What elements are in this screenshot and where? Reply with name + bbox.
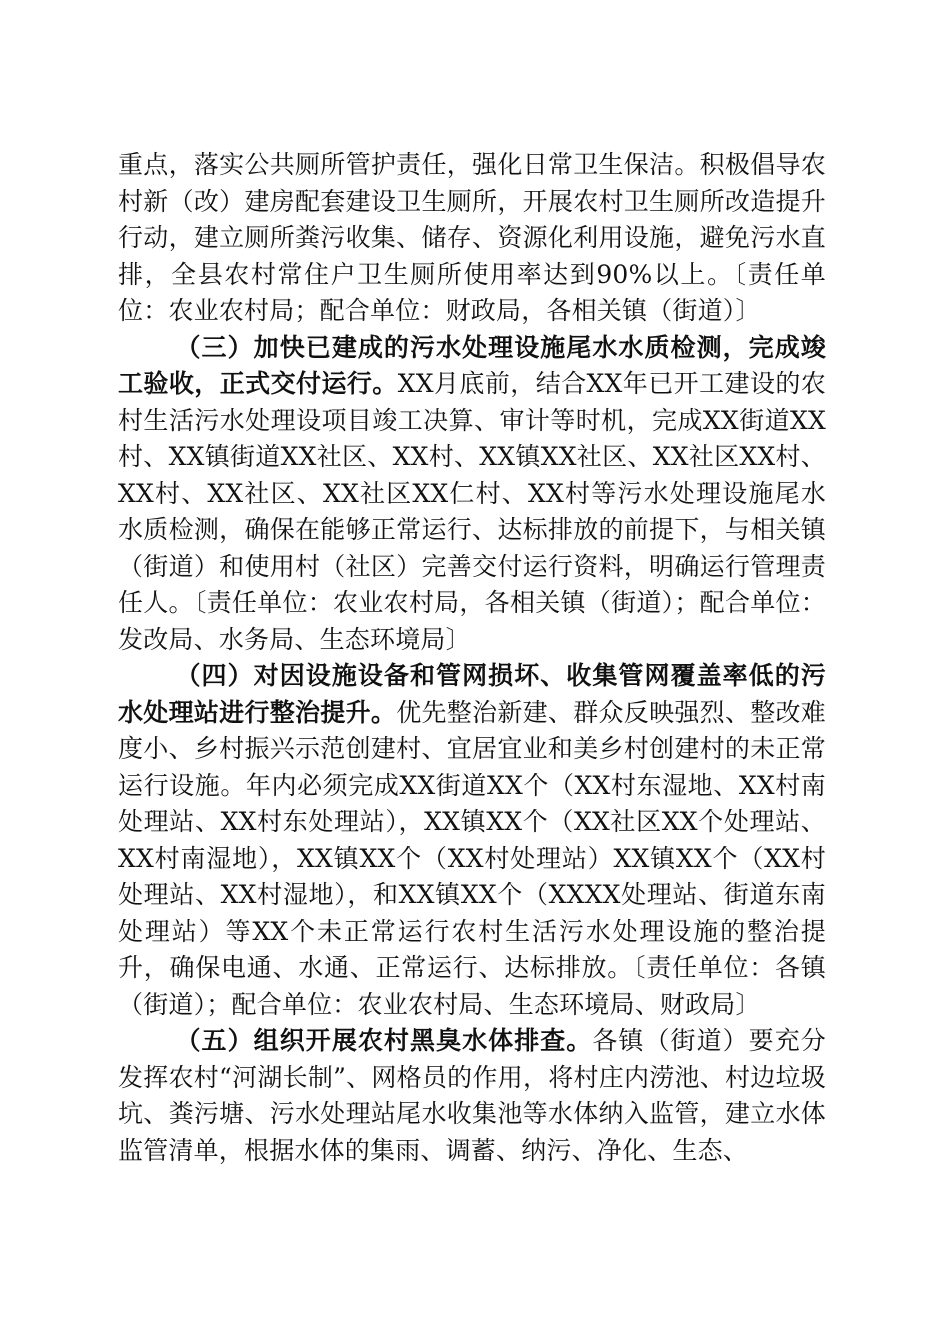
- paragraph-sanitation-continuation: [118, 147, 826, 330]
- paragraph-body: 各镇（街道）要充分发挥农村“河湖长制”、网格员的作用，将村庄内涝池、村边垃圾坑、粪污塘、污水处理站尾水收集池等水体纳入监管，建立水体监管清单，根据水体的集雨、调蓄、纳污、净化、生态、: [118, 1026, 826, 1165]
- document-page: [118, 147, 826, 1169]
- paragraph-section-5: [118, 1023, 826, 1169]
- paragraph-body: XX月底前，结合XX年已开工建设的农村生活污水处理设项目竣工决算、审计等时机，完成XX街道XX村、XX镇街道XX社区、XX村、XX镇XX社区、XX社区XX村、XX村、XX社区、XX社区XX仁村、XX村等污水处理设施尾水水质检测，确保在能够正常运行、达标排放的前提下，与相关镇（街道）和使用村（社区）完善交付运行资料，明确运行管理责任人。〔责任单位：农业农村局，各相关镇（街道）；配合单位：发改局、水务局、生态环境局〕: [118, 369, 827, 654]
- section-heading: （五）组织开展农村黑臭水体排查。: [175, 1026, 593, 1055]
- section-heading: （四）对因设施设备和管网损坏、收集管网覆盖率低的污水处理站进行整治提升。: [118, 661, 826, 727]
- paragraph-section-3: [118, 330, 826, 659]
- section-heading: （三）加快已建成的污水处理设施尾水水质检测，完成竣工验收，正式交付运行。: [118, 332, 826, 398]
- paragraph-body: 优先整治新建、群众反映强烈、整改难度小、乡村振兴示范创建村、宜居宜业和美乡村创建村的未正常运行设施。年内必须完成XX街道XX个（XX村东湿地、XX村南处理站、XX村东处理站），XX镇XX个（XX社区XX个处理站、XX村南湿地），XX镇XX个（XX村处理站）XX镇XX个（XX村处理站、XX村湿地），和XX镇XX个（XXXX处理站、街道东南处理站）等XX个未正常运行农村生活污水处理设施的整治提升，确保电通、水通、正常运行、达标排放。〔责任单位：各镇（街道）；配合单位：农业农村局、生态环境局、财政局〕: [118, 697, 827, 1019]
- paragraph-body: 重点，落实公共厕所管护责任，强化日常卫生保洁。积极倡导农村新（改）建房配套建设卫生厕所，开展农村卫生厕所改造提升行动，建立厕所粪污收集、储存、资源化利用设施，避免污水直排，全县农村常住户卫生厕所使用率达到90%以上。〔责任单位：农业农村局；配合单位：财政局，各相关镇（街道）〕: [118, 150, 826, 325]
- paragraph-section-4: [118, 658, 826, 1023]
